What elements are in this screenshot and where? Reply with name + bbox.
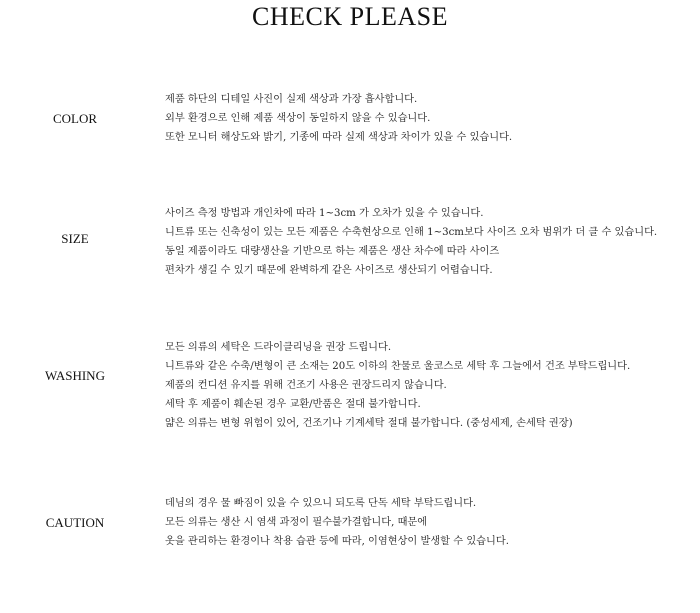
text-line: 니트류 또는 신축성이 있는 모든 제품은 수축현상으로 인해 1~3cm보다 사이즈 오차 범위가 더 클 수 있습니다.	[165, 227, 658, 238]
section-text-color	[165, 90, 680, 147]
text-line: 제품 하단의 디테일 사진이 실제 색상과 가장 흡사합니다.	[165, 94, 418, 105]
text-line: 동일 제품이라도 대량생산을 기반으로 하는 제품은 생산 차수에 따라 사이즈	[165, 246, 500, 257]
text-line: 얇은 의류는 변형 위험이 있어, 건조기나 기계세탁 절대 불가합니다. (중성세제, 손세탁 권장)	[165, 418, 573, 429]
text-line: 또한 모니터 해상도와 밝기, 기종에 따라 실제 색상과 차이가 있을 수 있습니다.	[165, 132, 513, 143]
text-line: 모든 의류의 세탁은 드라이클리닝을 권장 드립니다.	[165, 342, 392, 353]
text-line: 옷을 관리하는 환경이나 착용 습관 등에 따라, 이염현상이 발생할 수 있습니다.	[165, 536, 509, 547]
section-label-washing: WASHING	[45, 368, 105, 383]
page-title: CHECK PLEASE	[252, 2, 448, 31]
text-line: 모든 의류는 생산 시 염색 과정이 필수불가결합니다, 때문에	[165, 517, 428, 528]
section-text-size	[165, 204, 680, 280]
text-line: 외부 환경으로 인해 제품 색상이 동일하지 않을 수 있습니다.	[165, 113, 431, 124]
text-line: 사이즈 측정 방법과 개인차에 따라 1~3cm 가 오차가 있을 수 있습니다.	[165, 208, 484, 219]
section-text-washing	[165, 338, 680, 433]
text-line: 세탁 후 제품이 훼손된 경우 교환/반품은 절대 불가합니다.	[165, 399, 421, 410]
section-text-caution	[165, 494, 680, 551]
text-line: 편차가 생길 수 있기 때문에 완벽하게 같은 사이즈로 생산되기 어렵습니다.	[165, 265, 493, 276]
text-line: 니트류와 같은 수축/변형이 큰 소재는 20도 이하의 찬물로 울코스로 세탁 후 그늘에서 건조 부탁드립니다.	[165, 361, 631, 372]
section-label-size: SIZE	[61, 231, 89, 246]
text-line: 데님의 경우 물 빠짐이 있을 수 있으니 되도록 단독 세탁 부탁드립니다.	[165, 498, 477, 509]
text-line: 제품의 컨디션 유지를 위해 건조기 사용은 권장드리지 않습니다.	[165, 380, 447, 391]
section-label-caution: CAUTION	[45, 515, 105, 530]
section-label-color: COLOR	[52, 111, 98, 126]
